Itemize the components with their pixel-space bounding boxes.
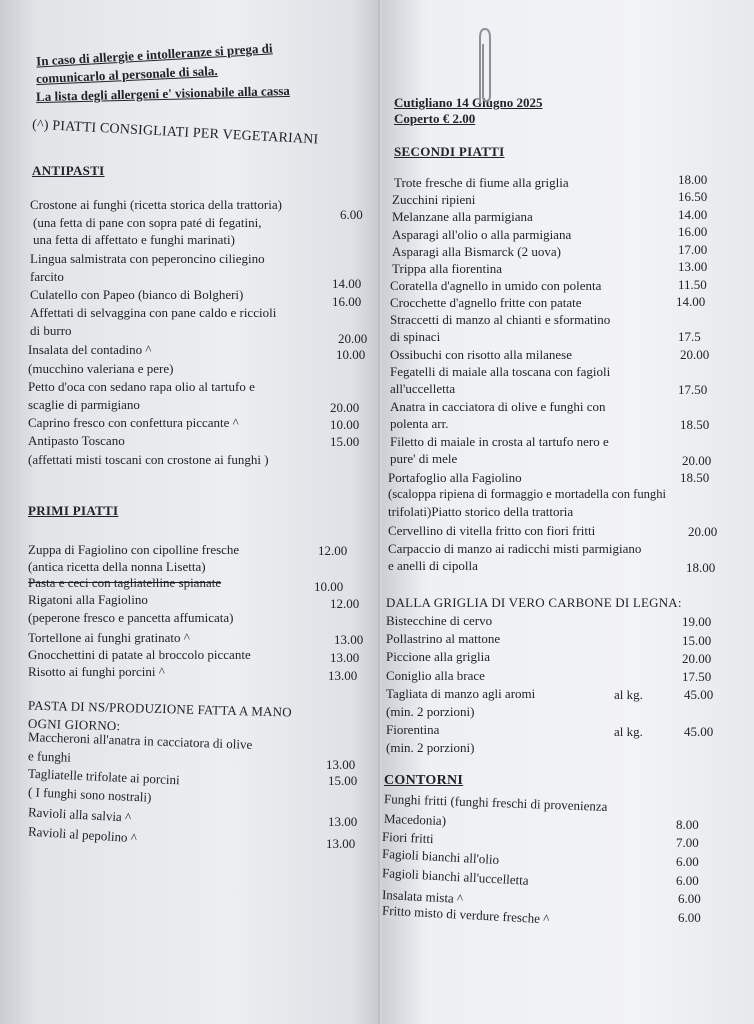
price: 14.00 <box>332 276 362 291</box>
menu-line: Funghi fritti (funghi freschi di provenienza <box>383 791 608 814</box>
menu-line: Fiorentina <box>386 722 440 737</box>
per-kg-label: al kg. <box>614 687 643 702</box>
price: 15.00 <box>330 434 360 449</box>
price: 18.50 <box>680 470 710 485</box>
price: 13.00 <box>334 632 364 647</box>
menu-line: Zucchini ripieni <box>392 192 476 207</box>
menu-line: di spinaci <box>390 329 441 344</box>
griglia-heading: DALLA GRIGLIA DI VERO CARBONE DI LEGNA: <box>386 595 682 610</box>
price: 11.50 <box>678 277 707 292</box>
price: 17.50 <box>678 382 708 397</box>
menu-line: Tagliata di manzo agli aromi <box>386 686 536 701</box>
menu-line: Piccione alla griglia <box>386 649 490 664</box>
antipasti-heading: ANTIPASTI <box>32 163 105 178</box>
allergy-notice-line-2: comunicarlo al personale di sala. <box>35 62 218 87</box>
menu-line: (min. 2 porzioni) <box>386 740 475 755</box>
price: 20.00 <box>330 400 360 415</box>
price: 20.00 <box>680 347 710 362</box>
menu-line: (min. 2 porzioni) <box>386 704 475 719</box>
price: 17.50 <box>682 669 712 684</box>
price: 6.00 <box>678 910 701 925</box>
price: 17.00 <box>678 242 708 257</box>
menu-line: Caprino fresco con confettura piccante ^ <box>28 415 239 430</box>
per-kg-label: al kg. <box>614 724 643 739</box>
menu-line: (una fetta di pane con sopra paté di fegatini, <box>33 215 262 230</box>
price: 19.00 <box>682 614 712 629</box>
menu-line: Crostone ai funghi (ricetta storica della trattoria) <box>30 197 282 212</box>
price: 20.00 <box>682 651 712 666</box>
menu-line: Maccheroni all'anatra in cacciatora di olive <box>27 729 253 752</box>
price: 6.00 <box>678 891 701 906</box>
price: 15.00 <box>328 773 358 788</box>
menu-line: farcito <box>30 269 64 284</box>
price: 18.00 <box>678 172 708 187</box>
price: 6.00 <box>340 207 363 222</box>
menu-line: Gnocchettini di patate al broccolo piccante <box>28 647 251 662</box>
price: 13.00 <box>330 650 360 665</box>
menu-line: Risotto ai funghi porcini ^ <box>28 664 165 679</box>
pasta-heading-line-2: OGNI GIORNO: <box>27 715 121 734</box>
menu-line: e anelli di cipolla <box>388 558 478 573</box>
menu-line: una fetta di affettato e funghi marinati) <box>33 232 235 247</box>
price: 10.00 <box>336 347 366 362</box>
price: 14.00 <box>678 207 708 222</box>
price: 45.00 <box>684 724 714 739</box>
menu-line: Insalata mista ^ <box>382 886 464 907</box>
menu-line: Antipasto Toscano <box>28 433 125 448</box>
menu-line: (peperone fresco e pancetta affumicata) <box>28 610 234 625</box>
menu-line: Filetto di maiale in crosta al tartufo nero e <box>390 434 609 449</box>
menu-line: Zuppa di Fagiolino con cipolline fresche <box>28 542 240 557</box>
price: 45.00 <box>684 687 714 702</box>
menu-line: Fiori fritti <box>382 828 434 847</box>
allergy-notice-line-1: In caso di allergie e intolleranze si prega di <box>35 40 273 69</box>
menu-line: Fritto misto di verdure fresche ^ <box>382 902 550 927</box>
price: 17.5 <box>678 329 701 344</box>
menu-line: Tagliatelle trifolate ai porcini <box>27 765 181 788</box>
primi-heading: PRIMI PIATTI <box>28 503 119 518</box>
menu-line: Asparagi all'olio o alla parmigiana <box>392 227 572 242</box>
menu-line: Tortellone ai funghi gratinato ^ <box>28 630 190 645</box>
menu-line: Anatra in cacciatora di olive e funghi con <box>390 399 606 414</box>
menu-line: Portafoglio alla Fagiolino <box>388 470 522 485</box>
price: 16.00 <box>332 294 362 309</box>
price: 13.00 <box>326 836 356 851</box>
price: 8.00 <box>676 817 699 832</box>
vegetarian-note: (^) PIATTI CONSIGLIATI PER VEGETARIANI <box>31 117 319 148</box>
price: 6.00 <box>676 873 699 888</box>
menu-line: Fegatelli di maiale alla toscana con fagioli <box>390 364 611 379</box>
price: 13.00 <box>678 259 708 274</box>
menu-line: Pollastrino al mattone <box>386 631 501 646</box>
coperto-line: Coperto € 2.00 <box>394 111 476 126</box>
menu-line: Crocchette d'agnello fritte con patate <box>390 295 582 310</box>
menu-line: Ravioli alla salvia ^ <box>27 804 132 825</box>
menu-line: ( I funghi sono nostrali) <box>27 784 152 805</box>
price: 7.00 <box>676 835 699 850</box>
price: 16.50 <box>678 189 708 204</box>
menu-line: Ossibuchi con risotto alla milanese <box>390 347 572 362</box>
menu-line: Petto d'oca con sedano rapa olio al tartufo e <box>28 379 255 394</box>
price: 13.00 <box>326 757 356 772</box>
price: 18.50 <box>680 417 710 432</box>
paper-clip-icon <box>474 26 496 106</box>
menu-line: Carpaccio di manzo ai radicchi misti parmigiano <box>388 541 642 556</box>
price: 13.00 <box>328 668 358 683</box>
price: 12.00 <box>318 543 348 558</box>
menu-line: e funghi <box>27 748 72 765</box>
pasta-heading-line-1: PASTA DI NS/PRODUZIONE FATTA A MANO <box>27 697 293 720</box>
price: 13.00 <box>328 814 358 829</box>
menu-line: (antica ricetta della nonna Lisetta) <box>28 559 206 574</box>
price: 6.00 <box>676 854 699 869</box>
menu-line: di burro <box>30 323 72 338</box>
menu-line: polenta arr. <box>390 416 449 431</box>
secondi-heading: SECONDI PIATTI <box>394 144 505 159</box>
menu-line: (mucchino valeriana e pere) <box>28 361 174 376</box>
date-line: Cutigliano 14 Giugno 2025 <box>394 95 543 110</box>
menu-line: Macedonia) <box>383 810 447 829</box>
menu-line: Lingua salmistrata con peperoncino ciliegino <box>30 251 265 266</box>
price: 14.00 <box>676 294 706 309</box>
menu-line: all'uccelletta <box>390 381 456 396</box>
price: 16.00 <box>678 224 708 239</box>
menu-line: Trippa alla fiorentina <box>392 261 502 276</box>
menu-line: Trote fresche di fiume alla griglia <box>394 175 569 190</box>
menu-line: Cervellino di vitella fritto con fiori fritti <box>388 523 596 538</box>
menu-line: Bistecchine di cervo <box>386 613 493 628</box>
menu-line-struck: Pasta e ceci con tagliatelline spianate <box>28 575 222 590</box>
price: 18.00 <box>686 560 716 575</box>
menu-line: Straccetti di manzo al chianti e sformatino <box>390 312 611 327</box>
menu-line: (affettati misti toscani con crostone ai funghi ) <box>28 452 269 467</box>
menu-line: Affettati di selvaggina con pane caldo e riccioli <box>30 305 277 320</box>
menu-line: Culatello con Papeo (bianco di Bolgheri) <box>30 287 244 302</box>
menu-right-page <box>382 0 754 1024</box>
menu-line: Melanzane alla parmigiana <box>392 209 533 224</box>
menu-line: Fagioli bianchi all'uccelletta <box>382 865 530 888</box>
menu-line: pure' di mele <box>390 451 458 466</box>
price: 10.00 <box>330 417 360 432</box>
allergy-notice-line-3: La lista degli allergeni e' visionabile alla cassa <box>35 82 291 105</box>
price: 20.00 <box>338 331 368 346</box>
menu-line: Asparagi alla Bismarck (2 uova) <box>392 244 561 259</box>
menu-line: scaglie di parmigiano <box>28 397 140 412</box>
contorni-heading: CONTORNI <box>384 773 464 788</box>
menu-line: Rigatoni alla Fagiolino <box>28 592 148 607</box>
menu-line: Ravioli al pepolino ^ <box>27 823 138 846</box>
menu-line: Insalata del contadino ^ <box>28 342 152 357</box>
price: 10.00 <box>314 579 344 594</box>
menu-line: Fagioli bianchi all'olio <box>382 845 500 868</box>
price: 15.00 <box>682 633 712 648</box>
menu-line: Coniglio alla brace <box>386 668 485 683</box>
price: 20.00 <box>682 453 712 468</box>
menu-line: trifolati)Piatto storico della trattoria <box>388 504 574 519</box>
price: 12.00 <box>330 596 360 611</box>
menu-line: (scaloppa ripiena di formaggio e mortadella con funghi <box>388 487 667 501</box>
menu-line: Coratella d'agnello in umido con polenta <box>390 278 602 293</box>
price: 20.00 <box>688 524 718 539</box>
